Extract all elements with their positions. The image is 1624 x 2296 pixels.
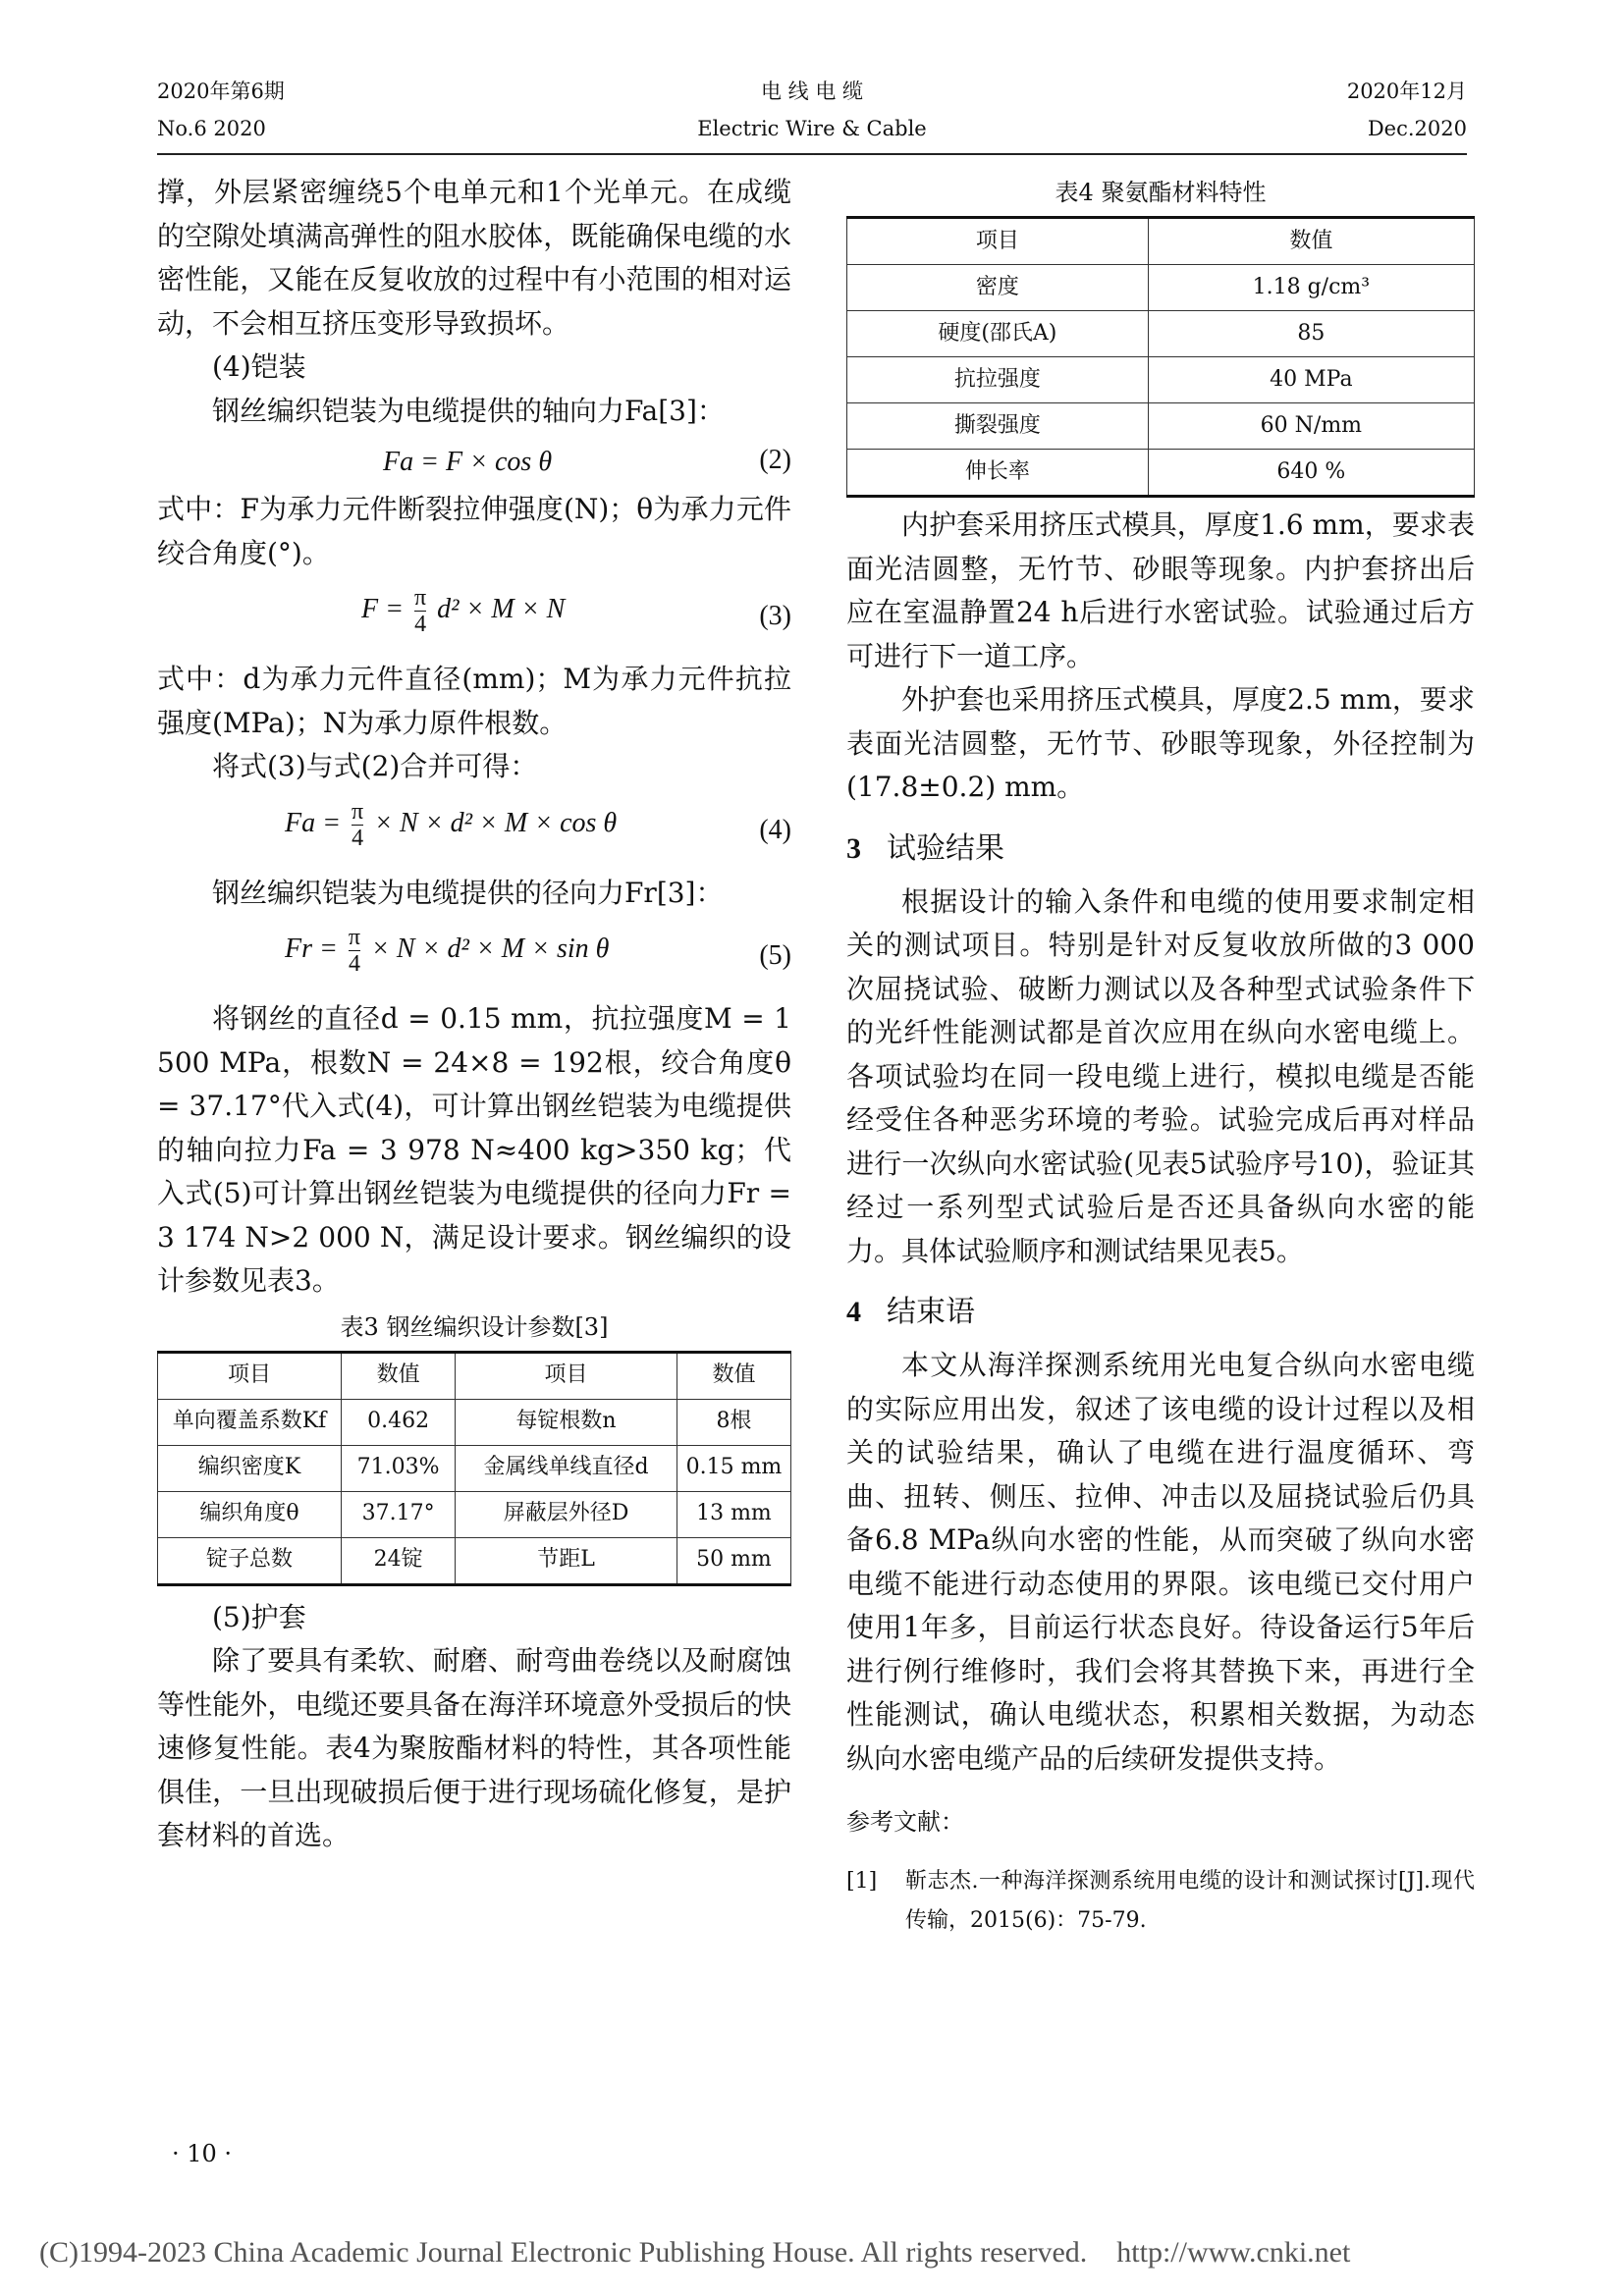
paragraph: 将式(3)与式(2)合并可得： bbox=[212, 750, 538, 782]
date-label: 2020年12月 bbox=[1346, 80, 1467, 103]
table-cell: 1.18 g/cm³ bbox=[1148, 265, 1474, 311]
table-row bbox=[847, 450, 1475, 497]
equation-body: Fa = F × cos θ bbox=[383, 447, 553, 477]
table4-caption: 表4 聚氨酯材料特性 bbox=[1055, 179, 1267, 206]
reference-item bbox=[846, 1862, 1475, 1941]
table-row bbox=[158, 1537, 791, 1584]
table-3 bbox=[157, 1351, 791, 1586]
fraction bbox=[414, 585, 426, 637]
subheading-armor: (4)铠装 bbox=[212, 350, 306, 383]
table-header: 数值 bbox=[1148, 218, 1474, 265]
paragraph: 除了要具有柔软、耐磨、耐弯曲卷绕以及耐腐蚀等性能外，电缆还要具备在海洋环境意外受损后的快速修复性能。表4为聚胺酯材料的特性，其各项性能俱佳，一旦出现破损后便于进行现场硫化修复，是护套材料的首选。 bbox=[157, 1644, 791, 1851]
equation-rhs: × N × d² × M × sin θ bbox=[371, 933, 610, 964]
equation-number: (5) bbox=[759, 940, 791, 971]
equation-number: (3) bbox=[759, 601, 791, 631]
paragraph: 将钢丝的直径d = 0.15 mm，抗拉强度M = 1 500 MPa，根数N = 24×8 = 192根，绞合角度θ = 37.17°代入式(4)，可计算出钢丝铠装为电缆提供的轴向拉力Fa = 3 978 N≈400 kg>350 kg；代入式(5)可计算出钢丝铠装为电缆提供的径向力Fr = 3 174 N>2 000 N，满足设计要求。钢丝编织的设计参数见表3。 bbox=[157, 1002, 791, 1297]
issue-label: 2020年第6期 bbox=[157, 80, 285, 103]
header-left bbox=[157, 79, 452, 141]
paragraph: 内护套采用挤压式模具，厚度1.6 mm，要求表面光洁圆整，无竹节、砂眼等现象。内护套挤出后应在室温静置24 h后进行水密试验。试验通过后方可进行下一道工序。 bbox=[846, 508, 1475, 672]
table-row bbox=[847, 265, 1475, 311]
paragraph: 钢丝编织铠装为电缆提供的轴向力Fa[3]： bbox=[212, 394, 725, 427]
equation-number: (2) bbox=[759, 445, 791, 475]
table-cell: 37.17° bbox=[342, 1491, 456, 1537]
fraction-num: π bbox=[348, 925, 361, 950]
table-header: 数值 bbox=[677, 1352, 790, 1399]
table-row bbox=[158, 1399, 791, 1445]
table-row bbox=[158, 1445, 791, 1491]
table-cell: 13 mm bbox=[677, 1491, 790, 1537]
table-4 bbox=[846, 216, 1475, 498]
table-row bbox=[847, 311, 1475, 357]
equation-2 bbox=[157, 433, 791, 488]
paragraph: 式中：F为承力元件断裂拉伸强度(N)；θ为承力元件绞合角度(°)。 bbox=[157, 493, 791, 569]
table-cell: 40 MPa bbox=[1148, 357, 1474, 403]
equation-lhs: Fr = bbox=[285, 933, 338, 964]
equation-rhs: × N × d² × M × cos θ bbox=[374, 807, 618, 838]
table-row bbox=[847, 403, 1475, 450]
equation-lhs: F = bbox=[361, 593, 404, 624]
section-title: 结束语 bbox=[887, 1295, 975, 1329]
journal-title-en: Electric Wire & Cable bbox=[697, 117, 927, 140]
table-cell: 编织密度K bbox=[158, 1445, 342, 1491]
table-cell: 密度 bbox=[847, 265, 1149, 311]
table-cell: 24锭 bbox=[342, 1537, 456, 1584]
table-cell: 50 mm bbox=[677, 1537, 790, 1584]
table3-caption: 表3 钢丝编织设计参数[3] bbox=[340, 1312, 609, 1341]
issue-label-en: No.6 2020 bbox=[157, 117, 266, 140]
equation-3 bbox=[157, 575, 791, 658]
table-cell: 伸长率 bbox=[847, 450, 1149, 497]
table-header: 项目 bbox=[158, 1352, 342, 1399]
table-cell: 金属线单线直径d bbox=[456, 1445, 677, 1491]
paragraph: 式中：d为承力元件直径(mm)；M为承力元件抗拉强度(MPa)；N为承力原件根数。 bbox=[157, 663, 791, 739]
table-cell: 0.15 mm bbox=[677, 1445, 790, 1491]
table-cell: 硬度(邵氏A) bbox=[847, 311, 1149, 357]
section-heading-3 bbox=[846, 828, 1475, 871]
table-cell: 单向覆盖系数Kf bbox=[158, 1399, 342, 1445]
fraction-num: π bbox=[414, 585, 427, 611]
equation-rhs: d² × M × N bbox=[437, 593, 566, 624]
table-header: 项目 bbox=[847, 218, 1149, 265]
equation-lhs: Fa = bbox=[285, 807, 341, 838]
section-number: 4 bbox=[846, 1296, 861, 1328]
fraction-den: 4 bbox=[348, 951, 360, 977]
section-number: 3 bbox=[846, 831, 861, 865]
right-column bbox=[846, 175, 1475, 1941]
table-cell: 0.462 bbox=[342, 1399, 456, 1445]
header-rule bbox=[157, 153, 1467, 155]
table-cell: 每锭根数n bbox=[456, 1399, 677, 1445]
table-header-row bbox=[847, 218, 1475, 265]
table-cell: 抗拉强度 bbox=[847, 357, 1149, 403]
fraction-den: 4 bbox=[352, 825, 364, 851]
paragraph: 外护套也采用挤压式模具，厚度2.5 mm，要求表面光洁圆整，无竹节、砂眼等现象，外径控制为(17.8±0.2) mm。 bbox=[846, 683, 1475, 803]
equation-4 bbox=[157, 789, 791, 872]
section-title: 试验结果 bbox=[887, 830, 1004, 866]
table-cell: 640 % bbox=[1148, 450, 1474, 497]
copyright-footer: (C)1994-2023 China Academic Journal Electronic Publishing House. All rights reserved. http://www.cnki.net bbox=[39, 2236, 1351, 2269]
paragraph: 钢丝编织铠装为电缆提供的径向力Fr[3]： bbox=[212, 876, 724, 909]
table-cell: 撕裂强度 bbox=[847, 403, 1149, 450]
table-cell: 8根 bbox=[677, 1399, 790, 1445]
paragraph: 本文从海洋探测系统用光电复合纵向水密电缆的实际应用出发，叙述了该电缆的设计过程以及相关的试验结果，确认了电缆在进行温度循环、弯曲、扭转、侧压、拉伸、冲击以及屈挠试验后仍具备6.8 MPa纵向水密的性能，从而突破了纵向水密电缆不能进行动态使用的界限。该电缆已交付用户使用1年多，目前运行状态良好。待设备运行5年后进行例行维修时，我们会将其替换下来，再进行全性能测试，确认电缆状态，积累相关数据，为动态纵向水密电缆产品的后续研发提供支持。 bbox=[846, 1349, 1475, 1775]
fraction bbox=[352, 799, 363, 851]
fraction-num: π bbox=[352, 798, 364, 825]
reference-text: 靳志杰.一种海洋探测系统用电缆的设计和测试探讨[J].现代传输，2015(6)：75-79. bbox=[905, 1868, 1475, 1933]
page-number: · 10 · bbox=[172, 2140, 233, 2167]
paragraph: 根据设计的输入条件和电缆的使用要求制定相关的测试项目。特别是针对反复收放所做的3 000次屈挠试验、破断力测试以及各种型式试验条件下的光纤性能测试都是首次应用在纵向水密电缆上。各项试验均在同一段电缆上进行，模拟电缆是否能经受住各种恶劣环境的考验。试验完成后再对样品进行一次纵向水密试验(见表5试验序号10)，验证其经过一系列型式试验后是否还具备纵向水密的能力。具体试验顺序和测试结果见表5。 bbox=[846, 884, 1475, 1267]
left-column bbox=[157, 171, 791, 1858]
table-header: 数值 bbox=[342, 1352, 456, 1399]
table-cell: 编织角度θ bbox=[158, 1491, 342, 1537]
table-header-row bbox=[158, 1352, 791, 1399]
section-heading-4 bbox=[846, 1291, 1475, 1334]
references-label: 参考文献： bbox=[846, 1808, 964, 1836]
reference-number: [1] bbox=[846, 1868, 878, 1894]
fraction-den: 4 bbox=[414, 612, 427, 637]
table-header: 项目 bbox=[456, 1352, 677, 1399]
date-label-en: Dec.2020 bbox=[1367, 117, 1467, 140]
fraction bbox=[349, 925, 360, 977]
journal-title: 电 线 电 缆 bbox=[760, 80, 864, 103]
table-cell: 屏蔽层外径D bbox=[456, 1491, 677, 1537]
table-cell: 节距L bbox=[456, 1537, 677, 1584]
equation-number: (4) bbox=[759, 814, 791, 845]
header-center bbox=[616, 79, 1008, 141]
table-cell: 71.03% bbox=[342, 1445, 456, 1491]
subheading-sheath: (5)护套 bbox=[212, 1600, 306, 1633]
table-row bbox=[847, 357, 1475, 403]
table-cell: 85 bbox=[1148, 311, 1474, 357]
header-right bbox=[1172, 79, 1467, 141]
equation-5 bbox=[157, 915, 791, 997]
table-row bbox=[158, 1491, 791, 1537]
table-cell: 锭子总数 bbox=[158, 1537, 342, 1584]
paragraph: 撑，外层紧密缠绕5个电单元和1个光单元。在成缆的空隙处填满高弹性的阻水胶体，既能确保电缆的水密性能，又能在反复收放的过程中有小范围的相对运动，不会相互挤压变形导致损坏。 bbox=[157, 176, 791, 340]
table-cell: 60 N/mm bbox=[1148, 403, 1474, 450]
